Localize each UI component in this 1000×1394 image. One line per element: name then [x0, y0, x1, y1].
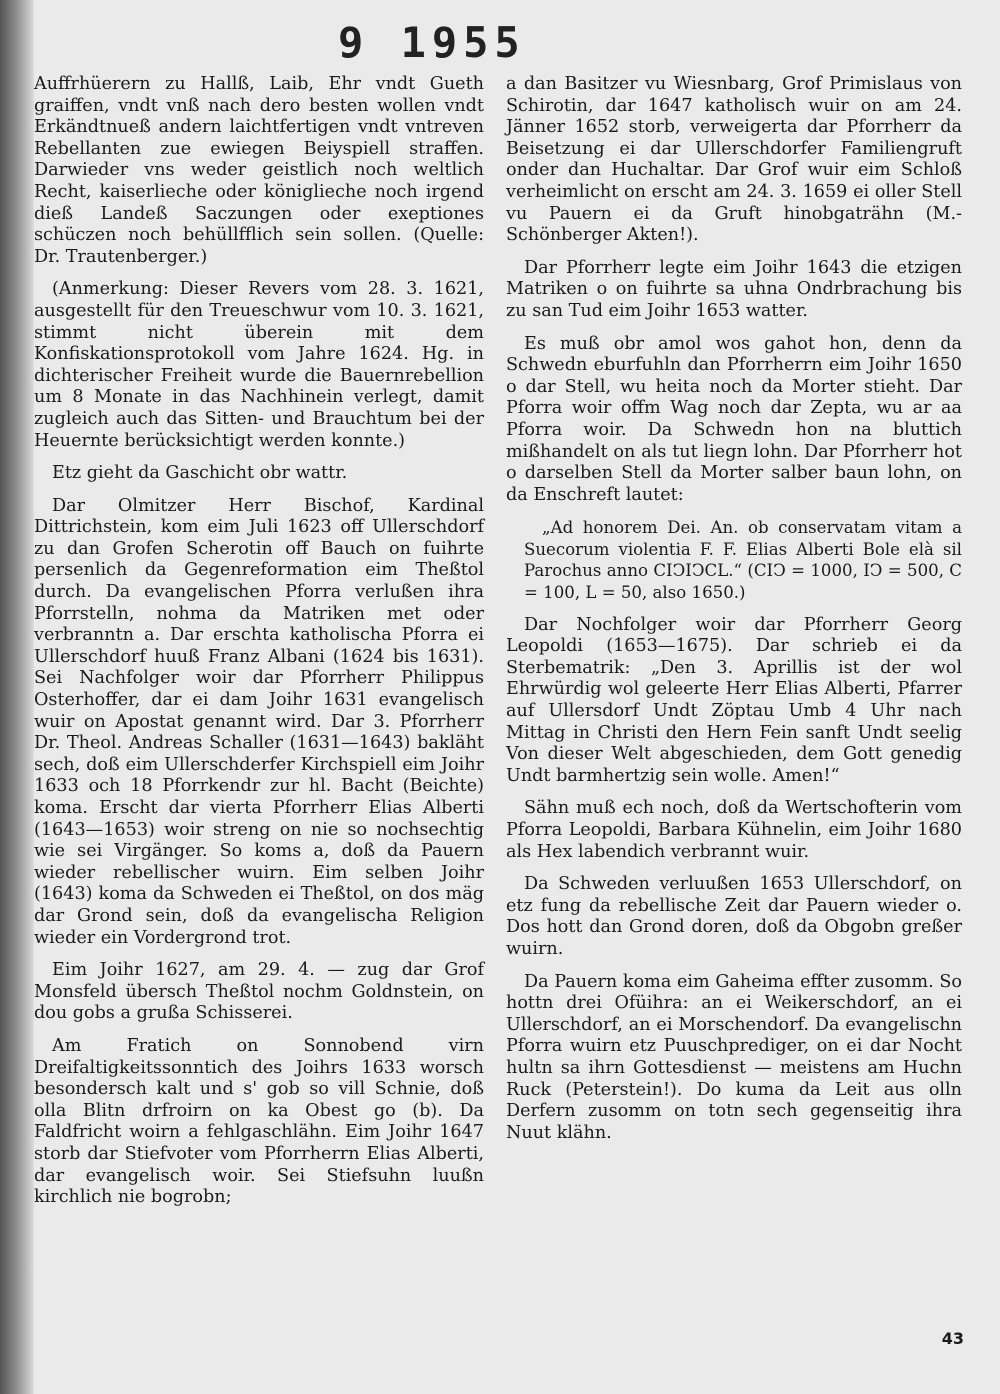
right-text-column — [506, 74, 962, 1155]
left-text-column — [34, 74, 484, 1220]
paragraph: Es muß obr amol wos gahot hon, denn da Schwedn eburfuhln dan Pforrherrn eim Joihr 1650 o dar Stell, wu heita noch da Morter stieht. Dar Pforra woir offm Wag noch dar Zepta, wu ar aa Pforra woir. Da Schwedn hon na bluttich mißhandelt on als tut liegn lohn. Dar Pforrherr hot o darselben Stell da Morter salber baun lohn, on da Enschreft lautet: — [506, 333, 962, 505]
paragraph: Etz gieht da Gaschicht obr wattr. — [52, 463, 348, 484]
paragraph: a dan Basitzer vu Wiesnbarg, Grof Primislaus von Schirotin, dar 1647 katholisch wuir on am 24. Jänner 1652 storb, verweigerta dar Pforrherr da Beisetzung ei dar Ullerschdorfer Familiengruft onder dan Huchaltar. Dar Grof wuir eim Schloß verheimlicht on erscht am 24. 3. 1659 ei oller Stell vu Pauern ei da Gruft hinobgaträhn (M.-Schönberger Akten!). — [506, 74, 962, 246]
paragraph: (Anmerkung: Dieser Revers vom 28. 3. 1621, ausgestellt für den Treueschwur vom 10. 3. 1621, stimmt nicht überein mit dem Konfiskationsprotokoll vom Jahre 1624. Hg. in dichterischer Freiheit wurde die Bauernrebellion um 8 Monate in das Nachhinein verlegt, damit zugleich auch das Sitten- und Brauchtum bei der Heuernte berücksichtigt werden konnte.) — [34, 279, 484, 451]
paragraph: Dar Pforrherr legte eim Joihr 1643 die etzigen Matriken o on fuihrte sa uhna Ondrbrachung bis zu san Tud eim Joihr 1653 watter. — [506, 257, 962, 321]
paragraph: Dar Olmitzer Herr Bischof, Kardinal Dittrichstein, kom eim Juli 1623 off Ullerschdorf zu dan Grofen Scherotin off Bauch on fuihrte persenlich da Gegenreformation eim Theßtol durch. Da evangelischen Pforra verlußen ihra Pforrstelln, nohma da Matriken met oder verbranntn a. Dar erschta katholischa Pforra ei Ullerschdorf huuß Franz Albani (1624 bis 1631). Sei Nachfolger woir dar Pforrherr Philippus Osterhoffer, dar ei dam Joihr 1631 evangelisch wuir on Apostat genannt wird. Dar 3. Pforrherr Dr. Theol. Andreas Schaller (1631—1643) bakläht sech, doß eim Ullerschderfer Kirchspiell eim Joihr 1633 och 18 Pforrkendr zur hl. Bacht (Beichte) koma. Erscht dar vierta Pforrherr Elias Alberti (1643—1653) woir streng on nie so nochsechtig wie sei Virgänger. So koms a, doß da Pauern wieder rebellischer wuirn. Eim selben Joihr (1643) koma da Schweden ei Theßtol, on dos mäg dar Grond sein, doß da evangelischa Religion wieder ein Vordergrond trot. — [34, 495, 484, 948]
latin-inscription-quote: „Ad honorem Dei. An. ob conservatam vitam a Suecorum violentia F. F. Elias Alberti Bole elà sil Parochus anno CIↃIↃCL.“ (CIↃ = 1000, IↃ = 500, C = 100, L = 50, also 1650.) — [524, 518, 962, 603]
book-binding-shadow — [0, 0, 34, 1394]
paragraph: Am Fratich on Sonnobend virn Dreifaltigkeitssonntich des Joihrs 1633 worsch besondersch kalt und s' gob so vill Schnie, doß olla Blitn drfroirn on ka Obest go (b). Da Faldfricht woirn a fehlgaschlähn. Eim Joihr 1647 storb dar Stiefvoter vom Pforrherrn Elias Alberti, dar evangelisch woir. Sei Stiefsuhn luußn kirchlich nie bogrobn; — [34, 1035, 484, 1208]
paragraph: Auffrhüerern zu Hallß, Laib, Ehr vndt Gueth graiffen, vndt vnß nach dero besten wollen vndt Erkändtnueß andern laichtfertigen vndt vntreven Rebellanten zue ewiegen Beiyspiell straffen. Darwieder vns weder geistlich noch weltlich Recht, kaiserlieche oder königlieche noch irgend dieß Landeß Saczungen oder exeptiones schüczen noch behüllfflich sein sollen. (Quelle: Dr. Trautenberger.) — [34, 74, 484, 267]
page-number: 43 — [941, 1329, 964, 1348]
handwritten-year-number: 9 1955 — [338, 18, 526, 67]
paragraph: Eim Joihr 1627, am 29. 4. — zug dar Grof Monsfeld übersch Theßtol nochm Goldnstein, on dou gobs a grußa Schisserei. — [34, 960, 484, 1024]
paragraph: Da Schweden verluußen 1653 Ullerschdorf, on etz fung da rebellische Zeit dar Pauern wieder o. Dos hott dan Grond doren, doß da Obgobn greßer wuirn. — [506, 874, 962, 959]
paragraph: Dar Nochfolger woir dar Pforrherr Georg Leopoldi (1653—1675). Dar schrieb ei da Sterbematrik: „Den 3. Aprillis ist der wol Ehrwürdig wol geleerte Herr Elias Alberti, Pfarrer auf Ullersdorf Undt Zöptau Umb 4 Uhr nach Mittag in Christi den Hern Fein sanft Undt seelig Von dieser Welt abgeschieden, dem Gott genedig Undt barmhertzig sein wolle. Amen!“ — [506, 614, 962, 786]
paragraph: Da Pauern koma eim Gaheima effter zusomm. So hottn drei Ofüihra: an ei Weikerschdorf, an ei Ullerschdorf, an ei Morschendorf. Da evangelischn Pforra wuirn etz Puuschprediger, on ei dar Nocht hultn sa ihrn Gottesdienst — meistens am Huchn Ruck (Peterstein!). Do kuma da Leit aus olln Derfern zusomm on totn sech gegenseitig ihra Nuut klähn. — [506, 971, 962, 1143]
paragraph: Sähn muß ech noch, doß da Wertschofterin vom Pforra Leopoldi, Barbara Kühnelin, eim Joihr 1680 als Hex labendich verbrannt wuir. — [506, 798, 962, 862]
